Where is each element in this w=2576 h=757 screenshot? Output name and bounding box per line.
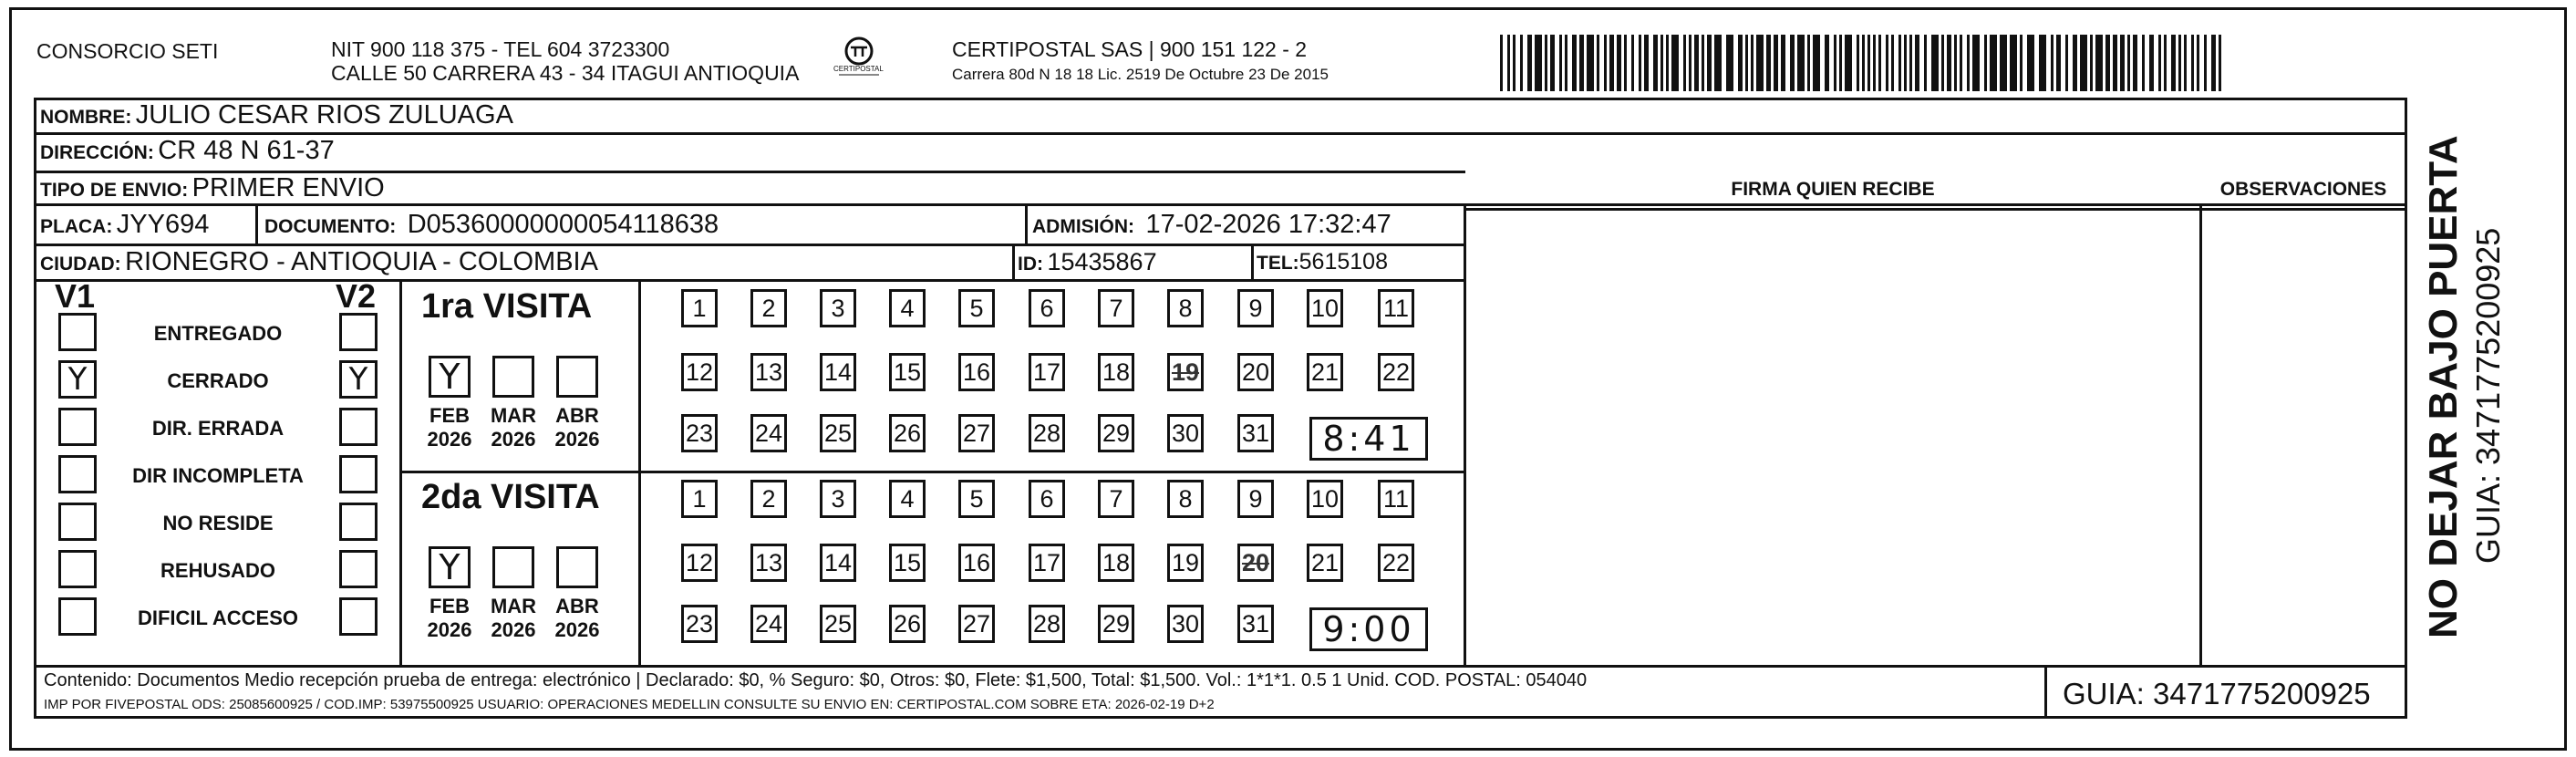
barcode-bar (1825, 35, 1829, 91)
barcode-bar (1839, 35, 1842, 91)
tipo-envio-label: TIPO DE ENVIO: (40, 180, 189, 201)
barcode-bar (1756, 35, 1764, 91)
v2-checkbox[interactable] (339, 313, 378, 351)
barcode-bar (1972, 35, 1980, 91)
barcode-bar (2204, 35, 2207, 91)
barcode-bar (2095, 35, 2103, 91)
barcode-bar (1766, 35, 1771, 91)
barcode-bar (1500, 35, 1503, 91)
id-field (1018, 244, 1157, 284)
status-label: DIFICIL ACCESO (137, 607, 298, 629)
barcode-bar (1960, 35, 1962, 91)
day-box[interactable]: 20 (1237, 353, 1274, 391)
row-line (1465, 208, 2407, 211)
observaciones-header: OBSERVACIONES (2219, 179, 2387, 200)
barcode-bar (1751, 35, 1754, 91)
day-box[interactable]: 2 (750, 480, 787, 518)
barcode-bar (1990, 35, 1997, 91)
v1-header: V1 (55, 277, 96, 315)
month-year: 2026 (427, 618, 472, 641)
barcode-bar (2184, 35, 2187, 91)
barcode-bar (1604, 35, 1607, 91)
barcode-bar (1924, 35, 1927, 91)
barcode-bar (1781, 35, 1785, 91)
barcode-bar (2142, 35, 2145, 91)
barcode (1500, 35, 2225, 91)
status-label: DIR INCOMPLETA (132, 464, 304, 487)
v1-checkbox[interactable] (58, 550, 97, 588)
month-checkbox[interactable]: Y (429, 356, 471, 398)
v2-checkbox[interactable]: Y (339, 360, 378, 399)
barcode-bar (1813, 35, 1820, 91)
month-name: MAR (490, 404, 537, 427)
barcode-bar (1527, 35, 1532, 91)
barcode-bar (1807, 35, 1810, 91)
day-box[interactable]: 6 (1029, 289, 1065, 327)
day-box[interactable]: 7 (1098, 289, 1134, 327)
month-year: 2026 (554, 428, 600, 451)
tel-field (1257, 244, 1388, 283)
month-checkbox[interactable] (492, 356, 534, 398)
month-label (486, 404, 541, 451)
day-box[interactable]: 19 (1167, 544, 1204, 582)
direccion-value: CR 48 N 61-37 (158, 136, 335, 165)
id-label: ID: (1018, 254, 1043, 275)
day-box[interactable]: 15 (889, 353, 926, 391)
v2-checkbox[interactable] (339, 455, 378, 493)
month-label (422, 595, 477, 642)
v2-checkbox[interactable] (339, 597, 378, 636)
barcode-bar (1745, 35, 1748, 91)
barcode-bar (1707, 35, 1712, 91)
barcode-bar (2191, 35, 2194, 91)
day-box[interactable]: 31 (1237, 605, 1274, 643)
nombre-value: JULIO CESAR RIOS ZULUAGA (135, 100, 513, 130)
barcode-bar (1559, 35, 1562, 91)
logo-text: CERTIPOSTAL (833, 65, 884, 73)
day-box[interactable]: 21 (1307, 353, 1343, 391)
footer-divider (2044, 665, 2047, 719)
barcode-bar (1644, 35, 1649, 91)
barcode-bar (1513, 35, 1516, 91)
direccion-label: DIRECCIÓN: (40, 142, 154, 163)
ciudad-value: RIONEGRO - ANTIOQUIA - COLOMBIA (125, 247, 598, 276)
barcode-bar (1694, 35, 1699, 91)
day-box[interactable]: 19 (1167, 353, 1204, 391)
day-box[interactable]: 4 (889, 289, 926, 327)
ciudad-label: CIUDAD: (40, 254, 121, 275)
guia-footer: GUIA: 3471775200925 (2063, 677, 2371, 710)
day-box[interactable]: 13 (750, 544, 787, 582)
barcode-bar (1726, 35, 1733, 91)
barcode-bar (2211, 35, 2216, 91)
status-label: CERRADO (167, 369, 269, 392)
barcode-bar (1666, 35, 1669, 91)
day-box[interactable]: 22 (1378, 544, 1414, 582)
day-box[interactable]: 21 (1307, 544, 1343, 582)
day-box[interactable]: 30 (1167, 414, 1204, 452)
barcode-bar (2219, 35, 2221, 91)
barcode-bar (1898, 35, 1901, 91)
v1-checkbox[interactable] (58, 455, 97, 493)
company-name: CONSORCIO SETI (36, 39, 219, 63)
col-divider (1464, 203, 1466, 665)
visit-divider (399, 471, 1466, 473)
barcode-bar (2149, 35, 2154, 91)
nombre-field (40, 98, 513, 137)
day-box[interactable]: 25 (820, 605, 856, 643)
side-guia: GUIA: 3471775200925 (2469, 227, 2507, 564)
admision-value: 17-02-2026 17:32:47 (1145, 210, 1391, 239)
v2-header: V2 (336, 277, 377, 315)
tel-value: 5615108 (1298, 249, 1388, 275)
barcode-bar (1507, 35, 1510, 91)
barcode-bar (1738, 35, 1743, 91)
day-box[interactable]: 9 (1237, 480, 1274, 518)
barcode-bar (1967, 35, 1970, 91)
barcode-bar (1886, 35, 1888, 91)
documento-label: DOCUMENTO: (264, 216, 397, 237)
barcode-bar (1689, 35, 1691, 91)
barcode-bar (1947, 35, 1951, 91)
barcode-bar (2197, 35, 2199, 91)
day-box[interactable]: 11 (1378, 289, 1414, 327)
month-name: FEB (429, 595, 470, 617)
barcode-bar (1867, 35, 1870, 91)
day-box[interactable]: 3 (820, 480, 856, 518)
visit2-title: 2da VISITA (421, 478, 600, 516)
day-box[interactable]: 18 (1098, 544, 1134, 582)
tipo-envio-field (40, 171, 385, 210)
day-box[interactable]: 5 (958, 480, 995, 518)
day-box[interactable]: 9 (1237, 289, 1274, 327)
day-box[interactable]: 7 (1098, 480, 1134, 518)
day-box[interactable]: 23 (681, 414, 718, 452)
month-year: 2026 (491, 428, 536, 451)
month-label (486, 595, 541, 642)
month-label (550, 595, 605, 642)
footer-line (34, 665, 2407, 668)
month-checkbox[interactable] (556, 546, 598, 588)
day-box[interactable]: 28 (1029, 605, 1065, 643)
barcode-bar (1714, 35, 1722, 91)
barcode-bar (1683, 35, 1686, 91)
barcode-bar (1660, 35, 1663, 91)
contenido-text: Contenido: Documentos Medio recepción prueba de entrega: electrónico | Declarado: $0, % Seguro: $0, Otros: $0, Flete: $1,500, Total: $1,500. Vol.: 1*1*1. 0.5 1 Unid. COD. POSTAL: 054040 (44, 670, 1588, 690)
day-box[interactable]: 28 (1029, 414, 1065, 452)
day-box[interactable]: 4 (889, 480, 926, 518)
field-divider (1012, 244, 1015, 279)
day-box[interactable]: 15 (889, 544, 926, 582)
day-box[interactable]: 20 (1237, 544, 1274, 582)
barcode-bar (2020, 35, 2023, 91)
admision-field (1032, 207, 1391, 246)
day-box[interactable]: 14 (820, 353, 856, 391)
placa-value: JYY694 (116, 210, 210, 239)
field-divider (1025, 203, 1028, 244)
tipo-envio-value: PRIMER ENVIO (191, 173, 385, 202)
visit2-time: 9:00 (1309, 607, 1428, 651)
barcode-bar (2171, 35, 2176, 91)
v1-checkbox[interactable] (58, 408, 97, 446)
day-box[interactable]: 27 (958, 414, 995, 452)
barcode-bar (2178, 35, 2181, 91)
visit1-title: 1ra VISITA (421, 287, 593, 326)
barcode-bar (1572, 35, 1577, 91)
month-year: 2026 (554, 618, 600, 641)
certipostal-logo (833, 35, 884, 89)
day-box[interactable]: 13 (750, 353, 787, 391)
day-box[interactable]: 2 (750, 289, 787, 327)
day-box[interactable]: 17 (1029, 353, 1065, 391)
barcode-bar (2127, 35, 2130, 91)
barcode-bar (2000, 35, 2007, 91)
barcode-bar (1702, 35, 1704, 91)
day-box[interactable]: 10 (1307, 289, 1343, 327)
day-box[interactable]: 25 (820, 414, 856, 452)
barcode-bar (1609, 35, 1614, 91)
day-box[interactable]: 1 (681, 289, 718, 327)
barcode-bar (1873, 35, 1876, 91)
address-line: CALLE 50 CARRERA 43 - 34 ITAGUI ANTIOQUIA (331, 61, 800, 85)
barcode-bar (2164, 35, 2167, 91)
barcode-bar (2080, 35, 2087, 91)
barcode-bar (1941, 35, 1944, 91)
barcode-bar (2073, 35, 2077, 91)
nit-line: NIT 900 118 375 - TEL 604 3723300 (331, 37, 670, 61)
barcode-bar (2113, 35, 2117, 91)
barcode-bar (1565, 35, 1567, 91)
placa-field (40, 207, 209, 246)
barcode-bar (2158, 35, 2161, 91)
day-box[interactable]: 22 (1378, 353, 1414, 391)
barcode-bar (2133, 35, 2137, 91)
barcode-bar (1653, 35, 1658, 91)
barcode-bar (2056, 35, 2061, 91)
barcode-bar (1857, 35, 1859, 91)
barcode-bar (1597, 35, 1599, 91)
v2-checkbox[interactable] (339, 503, 378, 541)
month-checkbox[interactable] (492, 546, 534, 588)
direccion-field (40, 133, 335, 172)
barcode-bar (1954, 35, 1957, 91)
barcode-bar (1862, 35, 1865, 91)
month-checkbox[interactable]: Y (429, 546, 471, 588)
month-year: 2026 (427, 428, 472, 451)
barcode-bar (1790, 35, 1795, 91)
barcode-bar (1984, 35, 1987, 91)
documento-field (264, 207, 719, 246)
status-label: REHUSADO (160, 559, 275, 582)
placa-label: PLACA: (40, 216, 113, 237)
barcode-bar (1624, 35, 1627, 91)
barcode-bar (1639, 35, 1641, 91)
v1-checkbox[interactable] (58, 313, 97, 351)
imp-text: IMP POR FIVEPOSTAL ODS: 25085600925 / COD.IMP: 53975500925 USUARIO: OPERACIONES MEDELLIN CONSULTE SU ENVIO EN: CERTIPOSTAL.COM SOBRE ETA: 2026-02-19 D+2 (44, 697, 1215, 712)
barcode-bar (1904, 35, 1907, 91)
field-divider (1251, 244, 1254, 279)
day-box[interactable]: 10 (1307, 480, 1343, 518)
day-box[interactable]: 11 (1378, 480, 1414, 518)
day-box[interactable]: 24 (750, 605, 787, 643)
month-year: 2026 (491, 618, 536, 641)
status-label: NO RESIDE (162, 512, 274, 534)
day-box[interactable]: 31 (1237, 414, 1274, 452)
month-name: MAR (490, 595, 537, 617)
day-box[interactable]: 27 (958, 605, 995, 643)
day-box[interactable]: 23 (681, 605, 718, 643)
day-box[interactable]: 17 (1029, 544, 1065, 582)
day-box[interactable]: 3 (820, 289, 856, 327)
month-label (422, 404, 477, 451)
v2-checkbox[interactable] (339, 408, 378, 446)
barcode-bar (1891, 35, 1894, 91)
barcode-bar (1774, 35, 1778, 91)
barcode-bar (1550, 35, 1555, 91)
license-line: Carrera 80d N 18 18 Lic. 2519 De Octubre 23 De 2015 (952, 66, 1329, 83)
barcode-bar (2039, 35, 2046, 91)
month-name: ABR (555, 404, 599, 427)
day-box[interactable]: 12 (681, 353, 718, 391)
v1-checkbox[interactable] (58, 503, 97, 541)
day-box[interactable]: 24 (750, 414, 787, 452)
day-box[interactable]: 30 (1167, 605, 1204, 643)
barcode-bar (1915, 35, 1919, 91)
row-line (34, 203, 2407, 206)
admision-label: ADMISIÓN: (1032, 216, 1134, 237)
visit1-time: 8:41 (1309, 417, 1428, 461)
month-name: FEB (429, 404, 470, 427)
day-box[interactable]: 16 (958, 544, 995, 582)
col-divider (2199, 203, 2202, 665)
barcode-bar (1631, 35, 1634, 91)
day-box[interactable]: 5 (958, 289, 995, 327)
ciudad-field (40, 244, 598, 284)
barcode-bar (2051, 35, 2054, 91)
day-box[interactable]: 6 (1029, 480, 1065, 518)
barcode-bar (2105, 35, 2110, 91)
day-box[interactable]: 26 (889, 605, 926, 643)
status-label: DIR. ERRADA (151, 417, 284, 440)
barcode-bar (2010, 35, 2017, 91)
barcode-bar (2065, 35, 2068, 91)
day-box[interactable]: 1 (681, 480, 718, 518)
barcode-bar (1587, 35, 1594, 91)
v1-checkbox[interactable] (58, 597, 97, 636)
tel-label: TEL: (1257, 253, 1299, 274)
day-box[interactable]: 26 (889, 414, 926, 452)
barcode-bar (1909, 35, 1912, 91)
day-box[interactable]: 14 (820, 544, 856, 582)
barcode-bar (1617, 35, 1621, 91)
barcode-bar (2090, 35, 2093, 91)
day-box[interactable]: 18 (1098, 353, 1134, 391)
nombre-label: NOMBRE: (40, 107, 132, 128)
day-box[interactable]: 29 (1098, 605, 1134, 643)
documento-value: D05360000000054118638 (407, 210, 719, 239)
day-box[interactable]: 8 (1167, 480, 1204, 518)
barcode-bar (1931, 35, 1939, 91)
certipostal-line: CERTIPOSTAL SAS | 900 151 122 - 2 (952, 37, 1308, 61)
barcode-bar (1797, 35, 1805, 91)
barcode-bar (1878, 35, 1881, 91)
day-box[interactable]: 29 (1098, 414, 1134, 452)
v1-checkbox[interactable]: Y (58, 360, 97, 399)
barcode-bar (2120, 35, 2125, 91)
barcode-bar (1520, 35, 1523, 91)
barcode-bar (1579, 35, 1584, 91)
no-dejar-warning: NO DEJAR BAJO PUERTA (2421, 135, 2466, 638)
barcode-bar (1834, 35, 1836, 91)
id-value: 15435867 (1047, 248, 1157, 275)
day-box[interactable]: 12 (681, 544, 718, 582)
status-label: ENTREGADO (153, 322, 283, 345)
barcode-bar (1845, 35, 1852, 91)
firma-header: FIRMA QUIEN RECIBE (1731, 179, 1935, 200)
barcode-bar (1535, 35, 1542, 91)
barcode-bar (1671, 35, 1679, 91)
barcode-bar (2027, 35, 2034, 91)
month-label (550, 404, 605, 451)
month-checkbox[interactable] (556, 356, 598, 398)
v2-checkbox[interactable] (339, 550, 378, 588)
barcode-bar (1545, 35, 1547, 91)
day-box[interactable]: 16 (958, 353, 995, 391)
month-name: ABR (555, 595, 599, 617)
day-box[interactable]: 8 (1167, 289, 1204, 327)
